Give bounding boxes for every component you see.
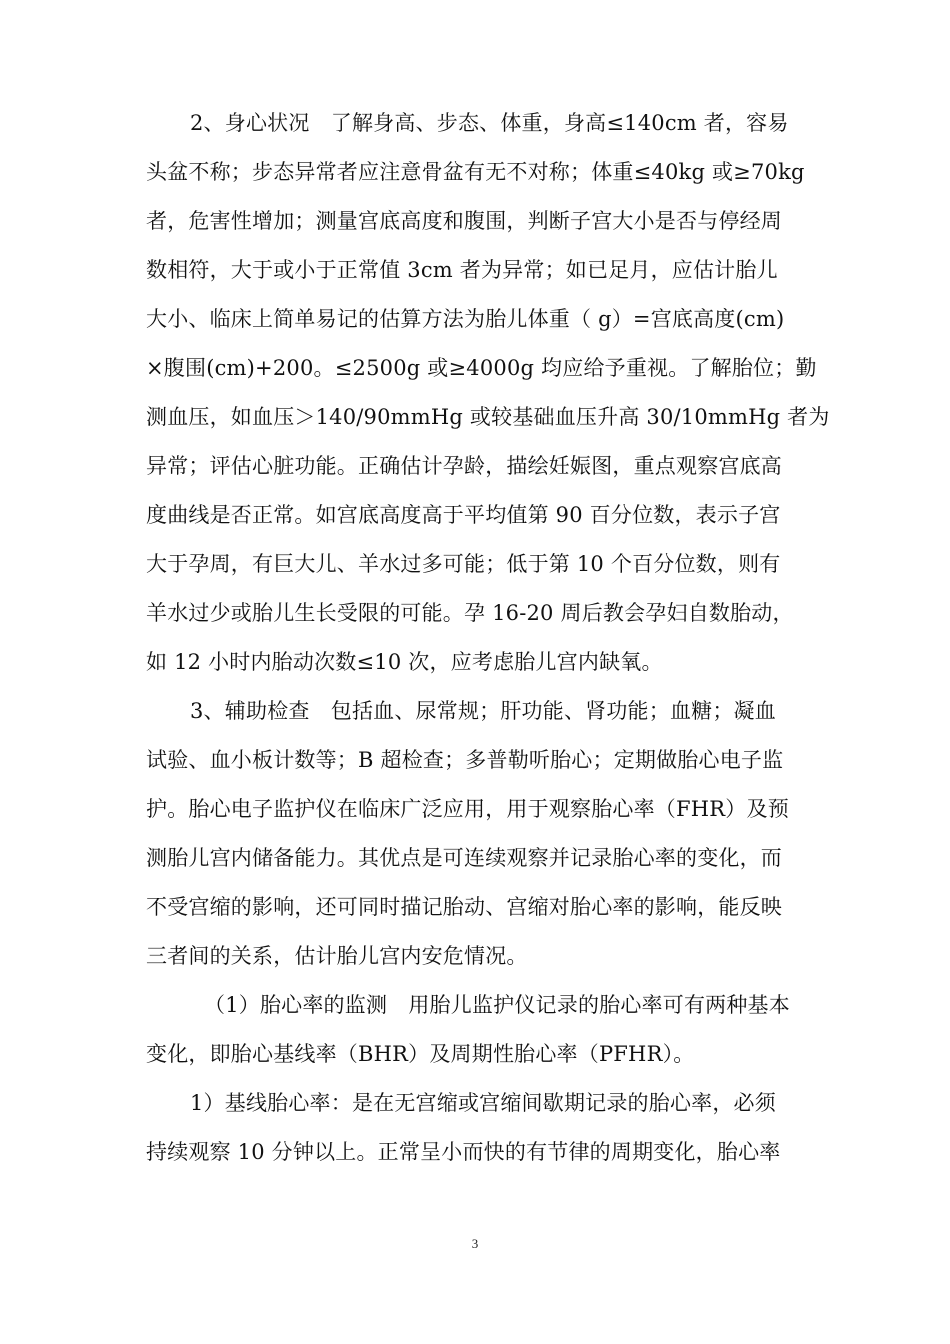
paragraph-line: 大小、临床上简单易记的估算方法为胎儿体重（ g）=宫底高度(cm): [146, 307, 785, 331]
paragraph-section-2: [146, 99, 830, 687]
page-number: 3: [471, 1236, 479, 1251]
paragraph-line: 三者间的关系，估计胎儿宫内安危情况。: [146, 944, 528, 968]
paragraph-line: （1）胎心率的监测 用胎儿监护仪记录的胎心率可有两种基本: [204, 993, 790, 1017]
paragraph-line: 如 12 小时内胎动次数≤10 次，应考虑胎儿宫内缺氧。: [146, 650, 663, 674]
paragraph-line: 持续观察 10 分钟以上。正常呈小而快的有节律的周期变化，胎心率: [146, 1140, 781, 1164]
paragraph-line: 2、身心状况 了解身高、步态、体重，身高≤140cm 者，容易: [190, 111, 789, 135]
paragraph-line: 测血压，如血压＞140/90mmHg 或较基础血压升高 30/10mmHg 者为: [146, 405, 830, 429]
paragraph-line: 大于孕周，有巨大儿、羊水过多可能；低于第 10 个百分位数，则有: [146, 552, 781, 576]
paragraph-line: 头盆不称；步态异常者应注意骨盆有无不对称；体重≤40kg 或≥70kg: [146, 160, 805, 184]
paragraph-subsection-1: [146, 981, 814, 1079]
paragraph-line: 不受宫缩的影响，还可同时描记胎动、宫缩对胎心率的影响，能反映: [146, 895, 782, 919]
paragraph-line: 1）基线胎心率：是在无宫缩或宫缩间歇期记录的胎心率，必须: [190, 1091, 776, 1115]
document-body: [146, 99, 830, 1177]
paragraph-line: 异常；评估心脏功能。正确估计孕龄，描绘妊娠图，重点观察宫底高: [146, 454, 782, 478]
paragraph-item-1: [146, 1079, 814, 1177]
paragraph-line: 羊水过少或胎儿生长受限的可能。孕 16-20 周后教会孕妇自数胎动，: [146, 601, 794, 625]
paragraph-section-3: [146, 687, 814, 981]
paragraph-line: 测胎儿宫内储备能力。其优点是可连续观察并记录胎心率的变化，而: [146, 846, 782, 870]
paragraph-line: 度曲线是否正常。如宫底高度高于平均值第 90 百分位数，表示子宫: [146, 503, 781, 527]
paragraph-line: 3、辅助检查 包括血、尿常规；肝功能、肾功能；血糖；凝血: [190, 699, 776, 723]
paragraph-line: 者，危害性增加；测量宫底高度和腹围，判断子宫大小是否与停经周: [146, 209, 782, 233]
paragraph-line: 护。胎心电子监护仪在临床广泛应用，用于观察胎心率（FHR）及预: [146, 797, 789, 821]
paragraph-line: 变化，即胎心基线率（BHR）及周期性胎心率（PFHR）。: [146, 1042, 695, 1066]
paragraph-line: ×腹围(cm)+200。≤2500g 或≥4000g 均应给予重视。了解胎位；勤: [146, 356, 817, 380]
paragraph-line: 试验、血小板计数等；B 超检查；多普勒听胎心；定期做胎心电子监: [146, 748, 784, 772]
paragraph-line: 数相符，大于或小于正常值 3cm 者为异常；如已足月，应估计胎儿: [146, 258, 778, 282]
